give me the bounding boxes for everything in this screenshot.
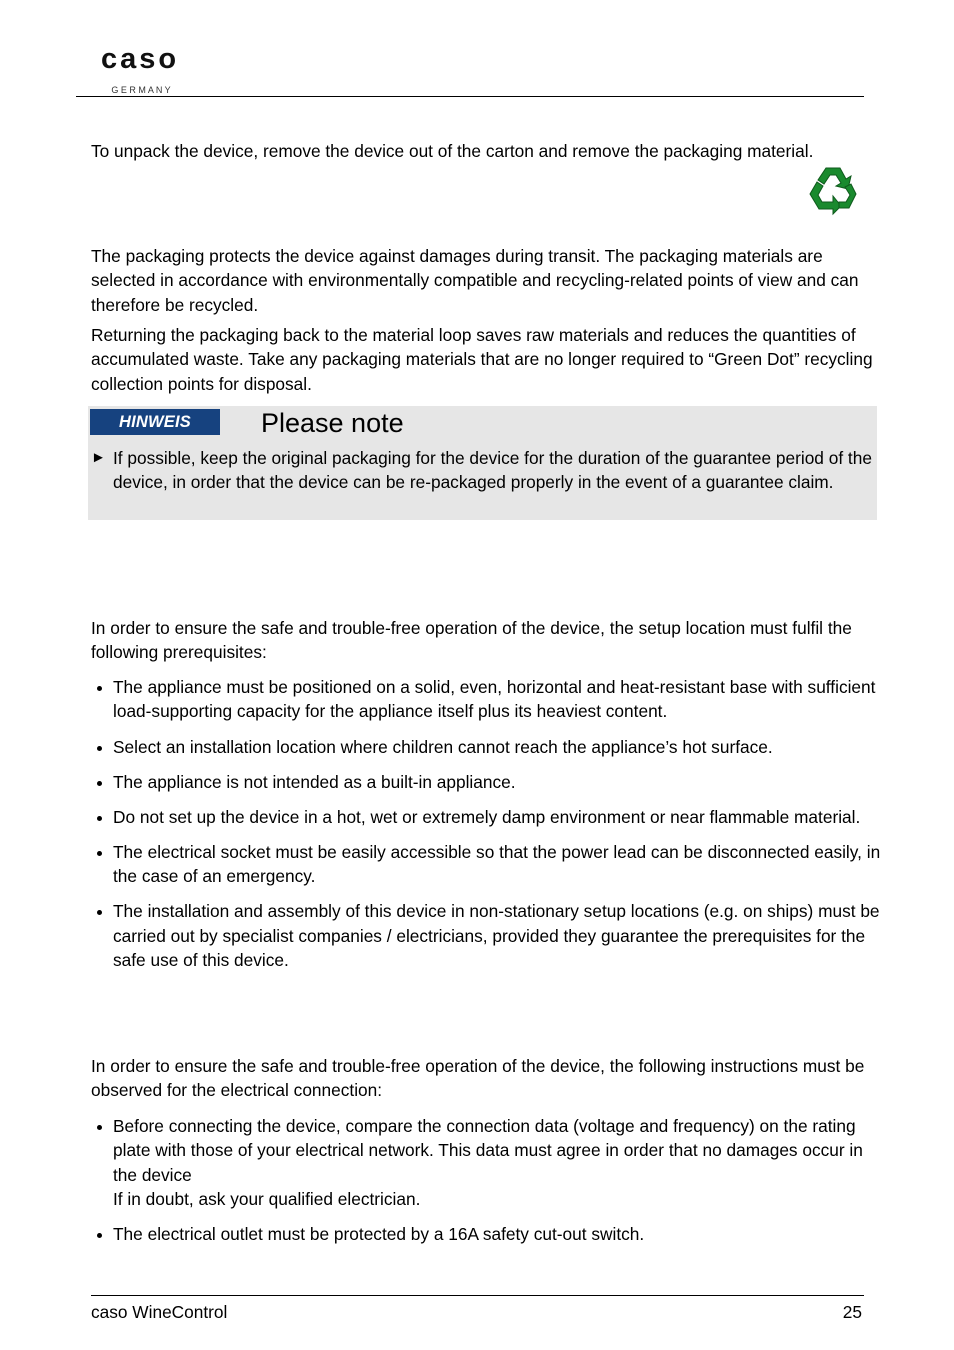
list-item — [91, 735, 881, 759]
footer-divider — [91, 1295, 864, 1296]
list-item — [91, 675, 881, 724]
bullet-icon — [97, 910, 102, 915]
note-title: Please note — [261, 408, 404, 438]
setup-list — [91, 675, 881, 983]
electrical-list — [91, 1114, 881, 1257]
bullet-icon — [97, 816, 102, 821]
list-item-text: If in doubt, ask your qualified electrician. — [113, 1189, 421, 1210]
logo-brand-text: caso — [100, 43, 180, 75]
unpack-paragraph: To unpack the device, remove the device out of the carton and remove the packaging material. — [91, 141, 814, 161]
caso-logo-graphic — [76, 32, 206, 106]
logo-sub-text: G E R M A N Y — [111, 85, 171, 95]
list-item — [91, 805, 881, 829]
electrical-intro: In order to ensure the safe and trouble-free operation of the device, the following instructions must be observed for the electrical connection: — [91, 1056, 865, 1101]
page-number: 25 — [842, 1302, 862, 1322]
list-item-text: The installation and assembly of this device in non-stationary setup locations (e.g. on ships) must be carried out by specialist companies / electricians, provided they guarantee the prerequisites for the safe use of this device. — [113, 901, 880, 971]
list-item-text: Select an installation location where children cannot reach the appliance’s hot surface. — [113, 736, 773, 757]
note-box — [88, 406, 877, 520]
list-item — [91, 1114, 881, 1212]
setup-intro: In order to ensure the safe and trouble-free operation of the device, the setup location must fulfil the following prerequisites: — [91, 618, 852, 663]
note-text: If possible, keep the original packaging for the device for the duration of the guarantee period of the device, in order that the device can be re-packaged properly in the event of a guarantee claim. — [113, 448, 872, 493]
list-item — [91, 770, 881, 794]
packaging-paragraph-1: The packaging protects the device against damages during transit. The packaging materials are selected in accordance with environmentally compatible and recycling-related points of view and can therefore be recycled. — [91, 246, 859, 315]
bullet-icon — [97, 1233, 102, 1238]
list-item — [91, 840, 881, 889]
packaging-paragraph-2: Returning the packaging back to the material loop saves raw materials and reduces the quantities of accumulated waste. Take any packaging materials that are no longer required to “Green Dot” recycling collection points for disposal. — [91, 325, 873, 394]
bullet-icon — [97, 746, 102, 751]
arrow-right-icon: ► — [91, 449, 106, 466]
footer-product-name: caso WineControl — [91, 1302, 228, 1322]
bullet-icon — [97, 781, 102, 786]
hinweis-badge: HINWEIS — [90, 409, 220, 435]
list-item — [91, 1222, 881, 1246]
bullet-icon — [97, 686, 102, 691]
recycle-icon — [806, 162, 860, 216]
list-item-text: The appliance is not intended as a built-in appliance. — [113, 771, 516, 792]
header-divider — [76, 96, 864, 97]
list-item-text: The electrical socket must be easily accessible so that the power lead can be disconnected easily, in the case of an emergency. — [113, 841, 881, 887]
list-item-text: Before connecting the device, compare the connection data (voltage and frequency) on the rating plate with those of your electrical network. This data must agree in order that no damages occur in the device — [113, 1116, 863, 1185]
list-item-text: The appliance must be positioned on a solid, even, horizontal and heat-resistant base with sufficient load-supporting capacity for the appliance itself plus its heaviest content. — [113, 677, 876, 722]
bullet-icon — [97, 1125, 102, 1130]
list-item-text: Do not set up the device in a hot, wet or extremely damp environment or near flammable material. — [113, 806, 861, 827]
bullet-icon — [97, 851, 102, 856]
list-item-text: The electrical outlet must be protected by a 16A safety cut-out switch. — [113, 1224, 645, 1245]
brand-logo — [76, 32, 206, 106]
list-item — [91, 899, 881, 972]
